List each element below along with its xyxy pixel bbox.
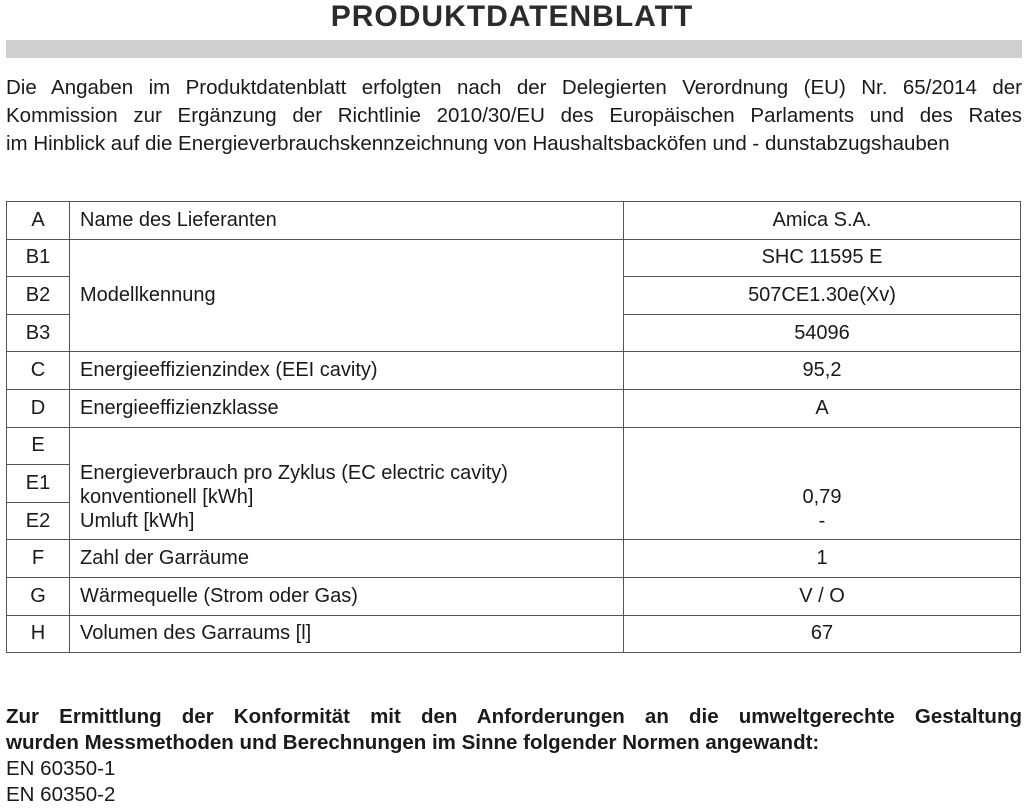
row-label: Modellkennung — [70, 239, 624, 352]
row-code: H — [7, 615, 70, 653]
norm-standard: EN 60350-1 — [6, 757, 116, 780]
row-code: F — [7, 540, 70, 578]
row-code: G — [7, 577, 70, 615]
conformity-text-line: wurden Messmethoden und Berechnungen im Sinne folgender Normen angewandt: — [6, 731, 820, 754]
row-value: 0,79 — [802, 486, 842, 509]
row-code: C — [7, 352, 70, 390]
row-label: Name des Lieferanten — [70, 202, 624, 240]
intro-line: Die Angaben im Produktdatenblatt erfolgten nach der Delegierten Verordnung (EU) Nr. 65/2014 der — [6, 76, 1022, 99]
row-value: V / O — [624, 577, 1021, 615]
table-row — [7, 615, 1021, 653]
row-label: Volumen des Garraums [l] — [70, 615, 624, 653]
row-label: Energieeffizienzklasse — [70, 389, 624, 427]
title-underline-bar — [6, 40, 1022, 58]
row-code: A — [7, 202, 70, 240]
row-code: B2 — [7, 277, 70, 315]
product-data-table — [6, 201, 1021, 653]
norm-standard: EN 60350-2 — [6, 783, 116, 806]
table-row — [7, 202, 1021, 240]
row-label-line: konventionell [kWh] — [80, 486, 254, 509]
row-label-multiline — [70, 427, 624, 540]
intro-paragraph — [6, 74, 1022, 158]
page-title: PRODUKTDATENBLATT — [330, 0, 694, 33]
row-code: D — [7, 389, 70, 427]
table-row — [7, 540, 1021, 578]
row-label: Zahl der Garräume — [70, 540, 624, 578]
intro-line: im Hinblick auf die Energieverbrauchskennzeichnung von Haushaltsbacköfen und - dunstabzugshauben — [6, 132, 950, 155]
row-label-line: Umluft [kWh] — [80, 510, 195, 533]
table-row — [7, 239, 1021, 277]
row-value: Amica S.A. — [624, 202, 1021, 240]
row-code: B3 — [7, 314, 70, 352]
row-code: E1 — [7, 465, 70, 503]
conformity-section — [6, 704, 1022, 808]
row-value: - — [818, 510, 826, 533]
table-row — [7, 427, 1021, 465]
table-row — [7, 352, 1021, 390]
table-row — [7, 577, 1021, 615]
row-value-multiline — [624, 427, 1021, 540]
row-value: 95,2 — [624, 352, 1021, 390]
row-value: SHC 11595 E — [624, 239, 1021, 277]
row-value: 507CE1.30e(Xv) — [624, 277, 1021, 315]
row-label: Energieeffizienzindex (EEI cavity) — [70, 352, 624, 390]
row-code: B1 — [7, 239, 70, 277]
conformity-text-line: Zur Ermittlung der Konformität mit den Anforderungen an die umweltgerechte Gestaltung — [6, 705, 1022, 728]
row-value: 1 — [624, 540, 1021, 578]
row-label: Wärmequelle (Strom oder Gas) — [70, 577, 624, 615]
row-code: E — [7, 427, 70, 465]
row-value: 54096 — [624, 314, 1021, 352]
intro-line: Kommission zur Ergänzung der Richtlinie 2010/30/EU des Europäischen Parlaments und des Rates — [6, 104, 1022, 127]
row-value: A — [624, 389, 1021, 427]
row-value: 67 — [624, 615, 1021, 653]
row-label-line: Energieverbrauch pro Zyklus (EC electric cavity) — [80, 462, 508, 485]
table-row — [7, 389, 1021, 427]
row-code: E2 — [7, 502, 70, 540]
